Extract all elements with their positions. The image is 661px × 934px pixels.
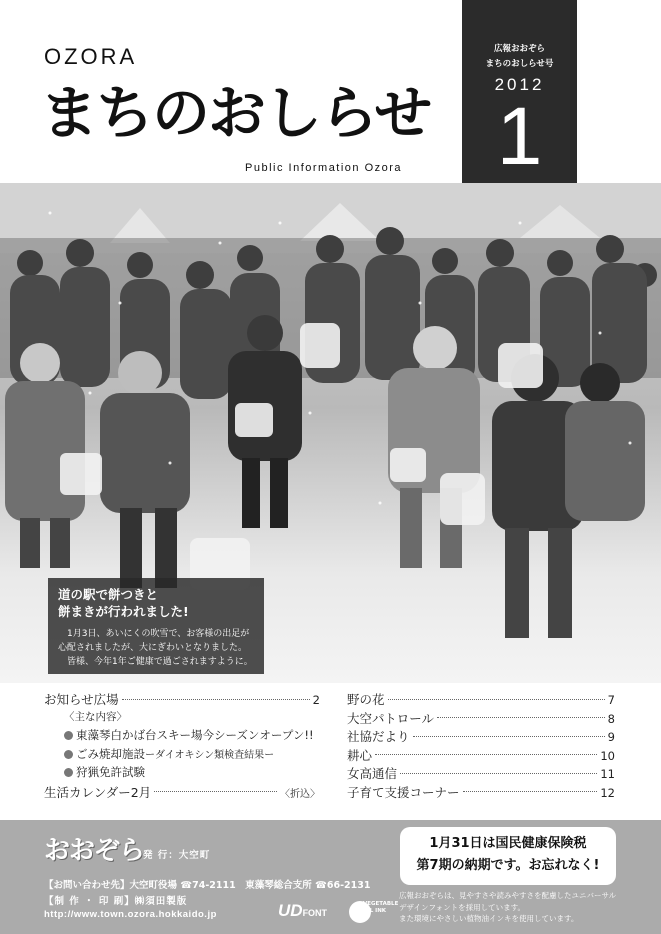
ud-font-logo-mark: UD <box>278 901 303 920</box>
toc-sub-item-incinerator[interactable] <box>44 746 320 765</box>
toc-left-column <box>44 690 320 801</box>
toc-item-page: 8 <box>607 711 615 726</box>
ink-mark-label: VEGETABLE OIL INK <box>363 901 399 914</box>
website-link[interactable]: http://www.town.ozora.hokkaido.jp <box>44 909 217 920</box>
town-logo: おおぞら <box>44 836 145 866</box>
toc-item-page: 10 <box>600 748 615 763</box>
toc-item[interactable] <box>347 746 615 765</box>
tax-notice <box>400 827 616 885</box>
publisher-text: 発 行：大空町 <box>143 850 211 861</box>
issue-edition: まちのおしらせ号 <box>485 59 554 69</box>
page-title: まちのおしらせ <box>40 79 431 147</box>
ud-note-line-1: 広報おおぞらは、見やすさや読みやすさを配慮したユニバーサル <box>399 891 617 900</box>
caption-body-3: 皆様、今年1年ご健康で過ごされますように。 <box>67 657 253 667</box>
toc-sub-item-ski[interactable] <box>44 727 320 746</box>
ud-note-line-3: また環境にやさしい植物油インキを使用しています。 <box>399 914 579 923</box>
bullet-icon <box>64 731 73 740</box>
issue-publication: 広報おおぞら <box>493 44 545 54</box>
ud-font-note <box>399 890 616 925</box>
toc-contents-note: 〈主な内容〉 <box>64 710 127 723</box>
toc-leader-dots <box>400 773 597 774</box>
toc-item-page: 7 <box>607 693 615 707</box>
toc-item[interactable] <box>347 709 615 728</box>
toc-item-label: 耕心 <box>347 747 373 763</box>
toc-item-page: 〈折込〉 <box>280 788 320 800</box>
brand-name: OZORA <box>44 44 138 69</box>
caption-body-2: 心配されましたが、大にぎわいとなりました。 <box>58 643 248 653</box>
page-subtitle: Public Information Ozora <box>245 162 403 174</box>
toc-right-column <box>347 690 615 801</box>
toc-item-label: 女高通信 <box>347 766 398 781</box>
contact-info: 【お問い合わせ先】大空町役場 ☎74-2111 東藻琴総合支所 ☎66-2131 <box>44 880 371 891</box>
footer <box>0 820 661 934</box>
toc-item-page: 11 <box>600 767 615 781</box>
toc-leader-dots <box>154 791 277 792</box>
toc-sub-label: 狩猟免許試験 <box>76 765 145 779</box>
toc-item[interactable] <box>347 727 615 746</box>
bullet-icon <box>64 750 73 759</box>
toc-leader-dots <box>413 736 605 737</box>
toc-leader-dots <box>437 717 605 718</box>
toc-item-label: 生活カレンダー2月 <box>44 784 152 800</box>
toc-item-label: 社協だより <box>347 729 410 744</box>
toc-item[interactable] <box>347 764 615 783</box>
toc-sub-label: 東藻琴白かば台スキー場今シーズンオープン!! <box>76 728 314 742</box>
toc-item-page: 9 <box>607 730 615 744</box>
toc-item-label: 大空パトロール <box>347 710 435 726</box>
toc-item-label: お知らせ広場 <box>44 692 119 707</box>
toc-leader-dots <box>375 754 597 755</box>
toc-leader-dots <box>122 699 310 700</box>
ud-note-line-2: デザインフォントを採用しています。 <box>399 902 525 912</box>
toc-sub-label: ごみ焼却施設 <box>76 746 145 761</box>
toc-item[interactable] <box>347 783 615 802</box>
toc-leader-dots <box>463 791 598 792</box>
vegetable-oil-ink-icon <box>349 899 399 925</box>
ud-font-logo-suffix: FONT <box>302 908 328 918</box>
tax-notice-line-2: 第7期の納期です。お忘れなく! <box>416 858 600 873</box>
issue-year: 2012 <box>494 75 545 94</box>
photo-caption <box>48 578 264 674</box>
printer-info: 【制 作 ・ 印 刷】㈱須田製版 <box>44 896 188 907</box>
caption-headline-1: 道の駅で餅つきと <box>58 587 159 602</box>
toc-leader-dots <box>388 699 605 700</box>
toc-item-label: 子育て支援コーナー <box>347 784 460 800</box>
toc-sub-label-detail: ーダイオキシン類検査結果ー <box>145 749 275 761</box>
toc-sub-item-hunting[interactable] <box>44 764 320 783</box>
bullet-icon <box>64 768 73 777</box>
ud-font-logo <box>278 901 327 921</box>
toc-item-page: 12 <box>600 785 615 800</box>
caption-body-1: 1月3日、あいにくの吹雪で、お客様の出足が <box>67 629 250 639</box>
toc-item-page: 2 <box>312 693 320 707</box>
caption-headline-2: 餅まきが行われました! <box>58 604 189 619</box>
tax-notice-line-1: 1月31日は国民健康保険税 <box>429 836 587 851</box>
toc-item-calendar[interactable] <box>44 783 320 802</box>
toc-item-label: 野の花 <box>347 692 385 707</box>
toc-item-oshirase[interactable] <box>44 690 320 709</box>
toc-item[interactable] <box>347 690 615 709</box>
issue-month: 1 <box>496 91 543 182</box>
